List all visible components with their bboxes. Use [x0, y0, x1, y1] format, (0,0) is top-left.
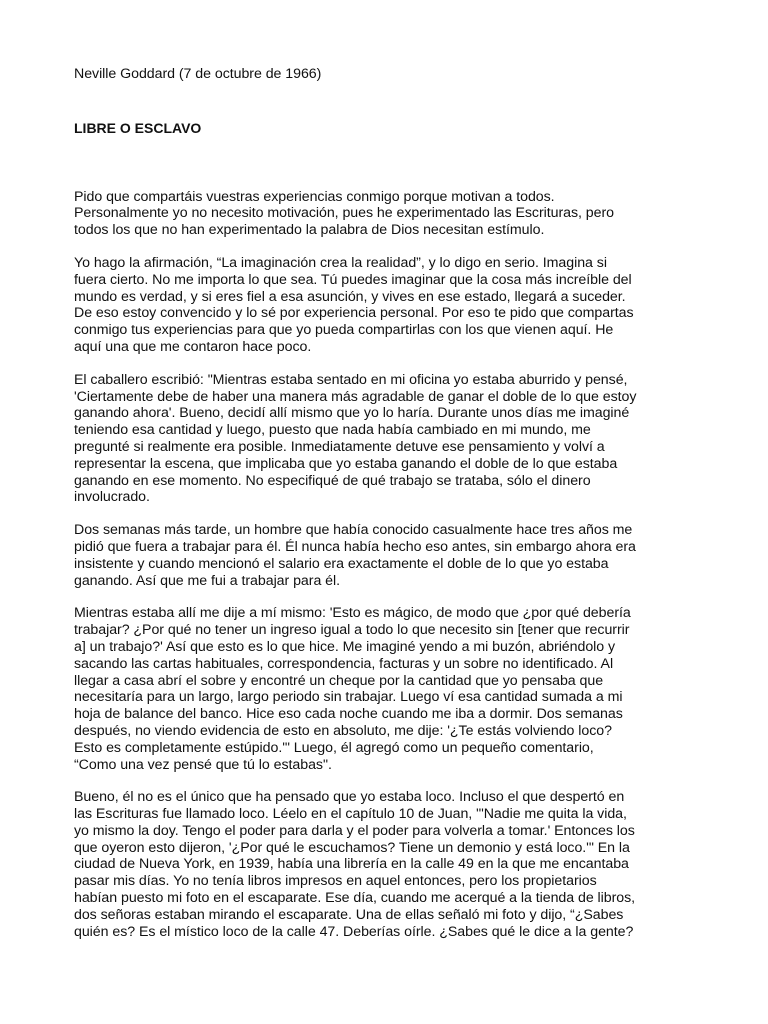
paragraph-line: habían puesto mi foto en el escaparate. Ese día, cuando me acerqué a la tienda de libros,: [74, 890, 636, 907]
paragraph-line: ganando ahora'. Bueno, decidí allí mismo que yo lo haría. Durante unos días me imaginé: [74, 405, 630, 422]
paragraph-line: dos señoras estaban mirando el escaparate. Una de ellas señaló mi foto y dijo, “¿Sabes: [74, 906, 624, 923]
paragraph-line: llegar a casa abrí el sobre y encontré un cheque por la cantidad que yo pensaba que: [74, 672, 604, 689]
paragraph: [74, 189, 704, 239]
paragraph-line: hoja de balance del banco. Hice eso cada noche cuando me iba a dormir. Dos semanas: [74, 706, 623, 723]
paragraph-line: “Como una vez pensé que tú lo estabas".: [74, 756, 332, 773]
paragraph-line: pidió que fuera a trabajar para él. Él nunca había hecho eso antes, sin embargo ahora era: [74, 538, 636, 555]
paragraph-line: Esto es completamente estúpido.'" Luego, él agregó como un pequeño comentario,: [74, 739, 594, 756]
paragraph-line: yo mismo la doy. Tengo el poder para darla y el poder para volverla a tomar.' Entonces los: [74, 822, 635, 839]
paragraph-line: trabajar? ¿Por qué no tener un ingreso igual a todo lo que necesito sin [tener que recurrir: [74, 622, 630, 639]
paragraph-line: Yo hago la afirmación, “La imaginación crea la realidad”, y lo digo en serio. Imagina si: [74, 254, 607, 271]
paragraph-line: representar la escena, que implicaba que yo estaba ganando el doble de lo que estaba: [74, 455, 618, 472]
paragraph-line: Mientras estaba allí me dije a mí mismo: 'Esto es mágico, de modo que ¿por qué debería: [74, 605, 631, 622]
paragraph: [74, 522, 704, 589]
paragraph-line: Pido que compartáis vuestras experiencias conmigo porque motivan a todos.: [74, 188, 555, 205]
paragraph-line: ganando. Así que me fui a trabajar para él.: [74, 572, 341, 589]
paragraph-line: Personalmente yo no necesito motivación, pues he experimentado las Escrituras, pero: [74, 205, 614, 222]
paragraph-line: pasar mis días. Yo no tenía libros impresos en aquel entonces, pero los propietarios: [74, 873, 597, 890]
paragraph-line: que oyeron esto dijeron, '¿Por qué le escuchamos? Tiene un demonio y está loco.'" En la: [74, 839, 630, 856]
paragraph: [74, 372, 704, 506]
paragraph-line: todos los que no han experimentado la palabra de Dios necesitan estímulo.: [74, 222, 545, 239]
paragraph: [74, 789, 704, 940]
paragraph-list: [74, 189, 704, 941]
document-body: [74, 66, 704, 940]
paragraph-line: a] un trabajo?' Así que esto es lo que hice. Me imaginé yendo a mi buzón, abriéndolo y: [74, 638, 616, 655]
paragraph-line: conmigo tus experiencias para que yo pueda compartirlas con los que vienen aquí. He: [74, 322, 614, 339]
paragraph-line: pregunté si realmente era posible. Inmediatamente detuve ese pensamiento y volví a: [74, 438, 605, 455]
document-title: LIBRE O ESCLAVO: [74, 119, 202, 136]
paragraph: [74, 605, 704, 773]
paragraph-line: ganando en ese momento. No especifiqué de qué trabajo se trataba, sólo el dinero: [74, 472, 591, 489]
paragraph-line: las Escrituras fue llamado loco. Léelo en el capítulo 10 de Juan, "'Nadie me quita la vida,: [74, 806, 627, 823]
paragraph-line: El caballero escribió: "Mientras estaba sentado en mi oficina yo estaba aburrido y pensé,: [74, 371, 628, 388]
paragraph-line: aquí una que me contaron hace poco.: [74, 338, 312, 355]
paragraph-line: fuera cierto. No me importa lo que sea. Tú puedes imaginar que la cosa más increíble del: [74, 271, 632, 288]
paragraph-line: involucrado.: [74, 489, 150, 506]
paragraph-line: Bueno, él no es el único que ha pensado que yo estaba loco. Incluso el que despertó en: [74, 789, 625, 806]
paragraph-line: ciudad de Nueva York, en 1939, había una librería en la calle 49 en la que me encantaba: [74, 856, 629, 873]
paragraph-line: De eso estoy convencido y lo sé por experiencia personal. Por eso te pido que compartas: [74, 305, 634, 322]
paragraph-line: quién es? Es el místico loco de la calle 47. Deberías oírle. ¿Sabes qué le dice a la gente?: [74, 923, 634, 940]
document-header: Neville Goddard (7 de octubre de 1966): [74, 66, 322, 82]
paragraph-line: sacando las cartas habituales, correspondencia, facturas y un sobre no identificado. Al: [74, 655, 614, 672]
paragraph-line: necesitaría para un largo, largo periodo sin trabajar. Luego ví esa cantidad sumada a mi: [74, 689, 623, 706]
paragraph-line: Dos semanas más tarde, un hombre que había conocido casualmente hace tres años me: [74, 522, 633, 539]
paragraph-line: teniendo esa cantidad y luego, puesto que nada había cambiado en mi mundo, me: [74, 422, 591, 439]
paragraph: [74, 255, 704, 356]
paragraph-line: mundo es verdad, y si eres fiel a esa asunción, y vives en ese estado, llegará a suceder.: [74, 288, 626, 305]
paragraph-line: insistente y cuando mencionó el salario era exactamente el doble de lo que yo estaba: [74, 555, 609, 572]
paragraph-line: después, no viendo evidencia de esto en absoluto, me dije: '¿Te estás volviendo loco?: [74, 722, 612, 739]
paragraph-line: 'Ciertamente debe de haber una manera más agradable de ganar el doble de lo que estoy: [74, 388, 637, 405]
